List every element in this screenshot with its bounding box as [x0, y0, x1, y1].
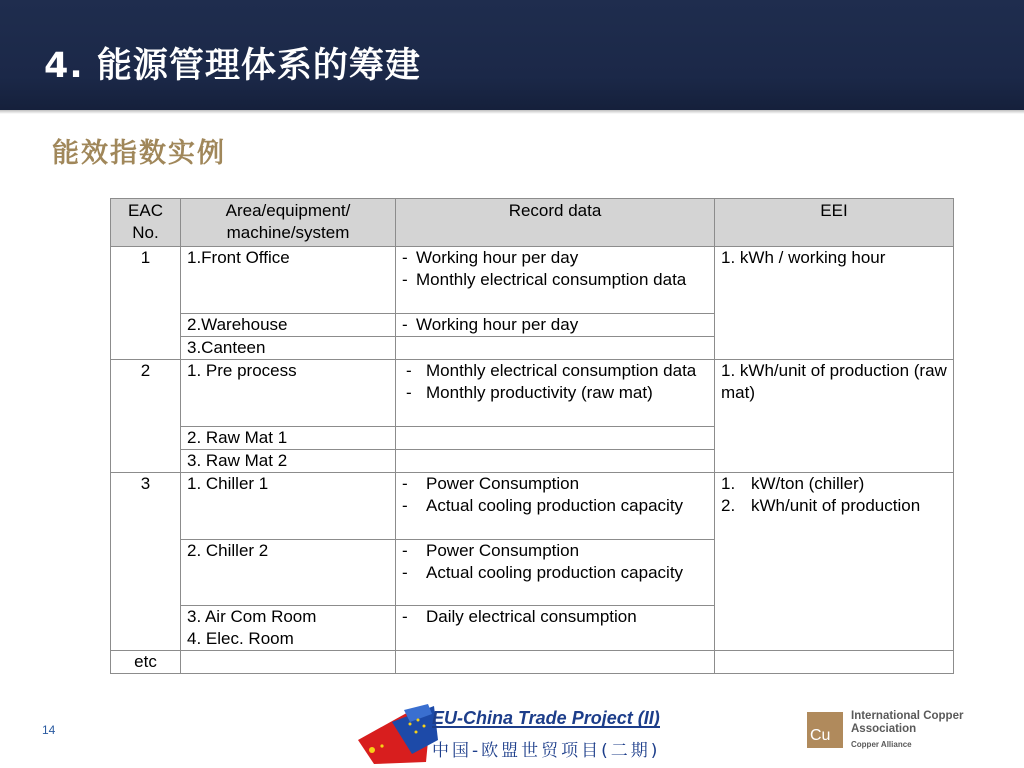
- header-eac-no: EAC No.: [111, 199, 181, 247]
- eu-project-subtitle: 中国-欧盟世贸项目(二期): [432, 741, 661, 761]
- record-cell: [396, 337, 715, 360]
- record-item: - Daily electrical consumption: [402, 607, 637, 626]
- area-cell: 2. Chiller 2: [181, 540, 396, 606]
- slide-title: 4. 能源管理体系的筹建: [44, 46, 421, 86]
- cu-logo: Cu: [807, 712, 843, 748]
- area-cell: [181, 651, 396, 674]
- area-cell: 1.Front Office: [181, 247, 396, 314]
- area-cell: [181, 606, 396, 651]
- area-cell: 1. Pre process: [181, 360, 396, 427]
- eac-no-cell: 3: [111, 473, 181, 651]
- eei-item: 2. kWh/unit of production: [721, 496, 921, 515]
- eei-cell: [715, 473, 954, 651]
- eei-table: [110, 198, 954, 674]
- area-cell: 2.Warehouse: [181, 314, 396, 337]
- header-record: Record data: [396, 199, 715, 247]
- table-header-row: [111, 199, 954, 247]
- eei-cell: 1. kWh/unit of production (raw mat): [715, 360, 954, 473]
- eei-cell: 1. kWh / working hour: [715, 247, 954, 360]
- eu-project-title: EU-China Trade Project (II): [432, 708, 660, 728]
- record-cell: [396, 314, 715, 337]
- eac-no-cell: etc: [111, 651, 181, 674]
- area-cell: 3. Raw Mat 2: [181, 450, 396, 473]
- eei-item: 1. kW/ton (chiller): [721, 474, 865, 493]
- area-line: 3. Air Com Room: [187, 607, 317, 626]
- record-cell: [396, 360, 715, 427]
- table-row: [111, 473, 954, 540]
- record-cell: [396, 450, 715, 473]
- page-number: 14: [42, 723, 56, 737]
- eac-no-cell: 2: [111, 360, 181, 473]
- record-item: - Power Consumption: [402, 541, 580, 560]
- eei-cell: [715, 651, 954, 674]
- record-item: - Power Consumption: [402, 474, 580, 493]
- header-area: Area/equipment/ machine/system: [181, 199, 396, 247]
- record-item: - Monthly electrical consumption data: [406, 361, 697, 380]
- area-cell: 1. Chiller 1: [181, 473, 396, 540]
- slide-subtitle: 能效指数实例: [52, 138, 226, 169]
- table-row: [111, 360, 954, 427]
- record-cell: [396, 606, 715, 651]
- ica-name: International Copper Association: [851, 710, 964, 735]
- area-cell: 3.Canteen: [181, 337, 396, 360]
- record-item: - Actual cooling production capacity: [402, 563, 684, 582]
- record-item: - Monthly electrical consumption data: [402, 270, 687, 289]
- record-item: - Actual cooling production capacity: [402, 496, 684, 515]
- record-cell: [396, 247, 715, 314]
- table-row: [111, 247, 954, 314]
- header-eei: EEI: [715, 199, 954, 247]
- record-cell: [396, 427, 715, 450]
- record-item: - Monthly productivity (raw mat): [406, 383, 653, 402]
- record-item: - Working hour per day: [402, 248, 579, 267]
- area-cell: 2. Raw Mat 1: [181, 427, 396, 450]
- copper-alliance-label: Copper Alliance: [851, 740, 912, 749]
- record-cell: [396, 473, 715, 540]
- flag-graphic-icon: [358, 704, 438, 764]
- table-row: [111, 651, 954, 674]
- record-cell: [396, 540, 715, 606]
- record-item: - Working hour per day: [402, 315, 579, 334]
- record-cell: [396, 651, 715, 674]
- eac-no-cell: 1: [111, 247, 181, 360]
- area-line: 4. Elec. Room: [187, 629, 294, 648]
